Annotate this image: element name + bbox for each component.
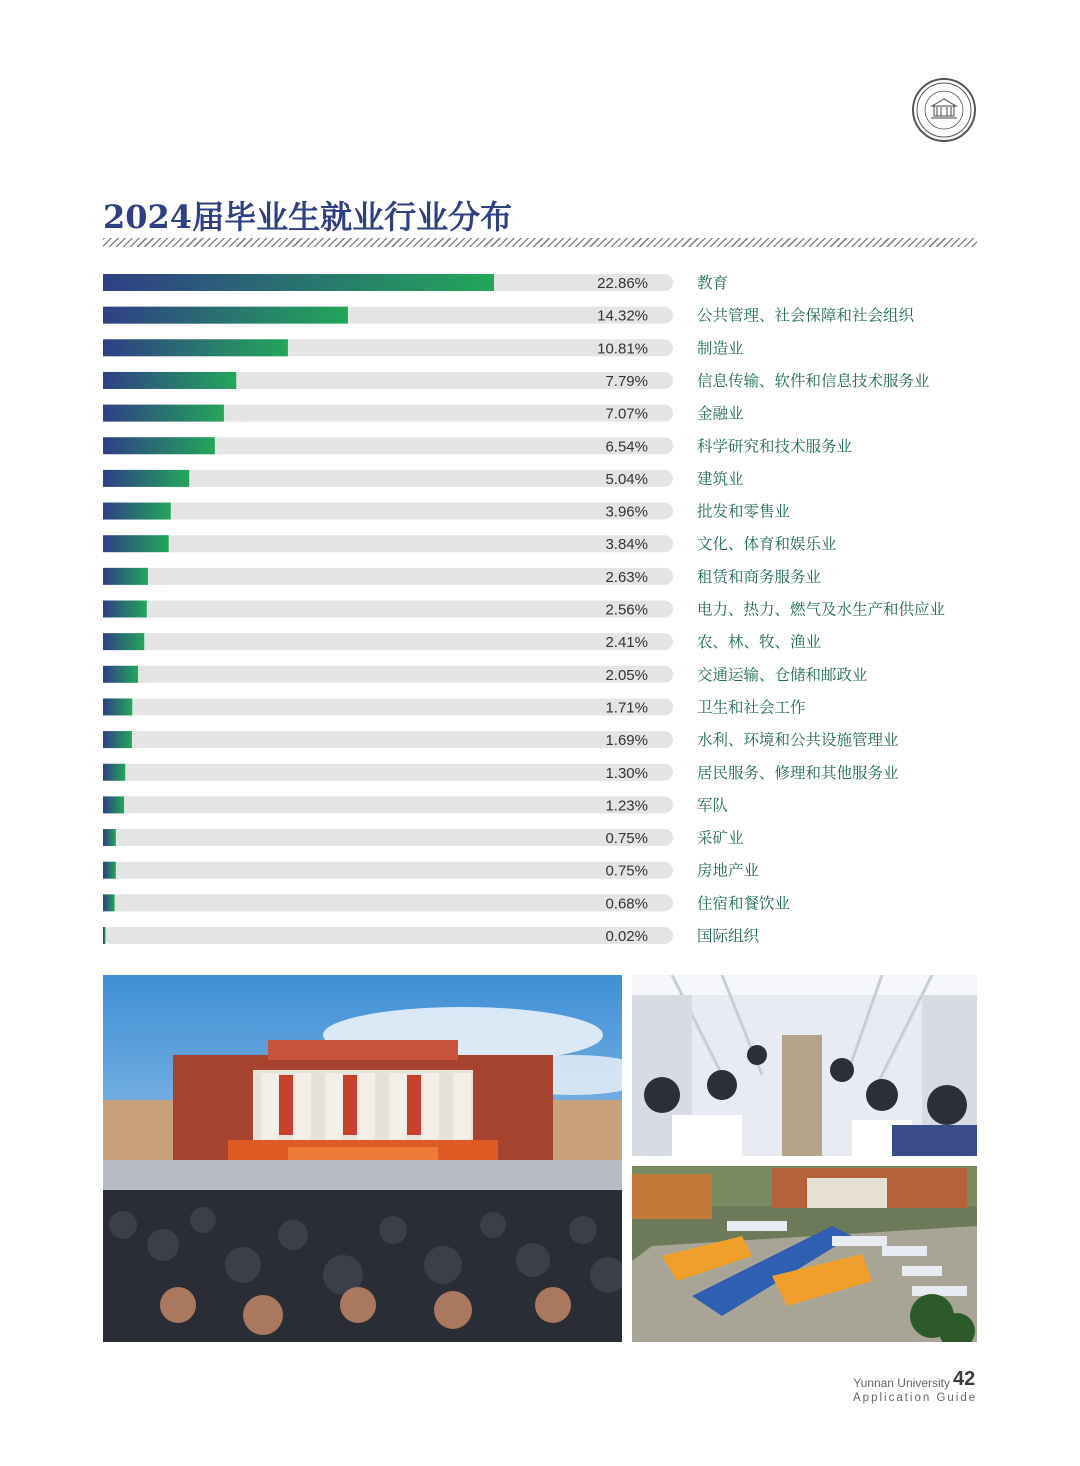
bar-value-label: 0.75% bbox=[605, 862, 648, 880]
category-label: 制造业 bbox=[697, 339, 744, 358]
bar-track bbox=[103, 633, 673, 650]
bar-track bbox=[103, 862, 673, 879]
bar-track bbox=[103, 698, 673, 715]
bar-track bbox=[103, 894, 673, 911]
bar-value-label: 1.71% bbox=[605, 699, 648, 717]
category-label: 水利、环境和公共设施管理业 bbox=[697, 731, 899, 750]
job-fair-aerial-photo bbox=[632, 1166, 977, 1342]
footer-university: Yunnan University bbox=[853, 1376, 950, 1390]
category-label: 房地产业 bbox=[697, 861, 760, 880]
job-fair-booths-photo bbox=[632, 975, 977, 1156]
category-label: 卫生和社会工作 bbox=[697, 698, 806, 717]
bar-4 bbox=[103, 372, 236, 389]
category-label: 居民服务、修理和其他服务业 bbox=[697, 763, 899, 782]
category-label: 文化、体育和娱乐业 bbox=[697, 535, 837, 554]
bar-value-label: 0.02% bbox=[605, 928, 648, 945]
bar-track bbox=[103, 601, 673, 618]
category-label: 信息传输、软件和信息技术服务业 bbox=[697, 371, 930, 390]
bar-value-label: 7.07% bbox=[605, 405, 648, 423]
bar-value-label: 22.86% bbox=[597, 275, 648, 292]
bar-14 bbox=[103, 698, 132, 715]
bar-9 bbox=[103, 535, 169, 552]
bar-12 bbox=[103, 633, 144, 650]
category-label: 采矿业 bbox=[697, 829, 744, 848]
category-label: 公共管理、社会保障和社会组织 bbox=[697, 306, 915, 325]
category-label: 交通运输、仓储和邮政业 bbox=[697, 665, 868, 684]
page-number: 42 bbox=[953, 1368, 976, 1390]
bar-2 bbox=[103, 307, 348, 324]
bar-7 bbox=[103, 470, 189, 487]
bar-10 bbox=[103, 568, 148, 585]
bar-20 bbox=[103, 894, 115, 911]
bar-16 bbox=[103, 764, 125, 781]
category-label: 教育 bbox=[697, 274, 729, 292]
bar-value-label: 1.30% bbox=[605, 764, 648, 782]
bar-6 bbox=[103, 437, 215, 454]
bar-17 bbox=[103, 796, 124, 813]
bar-track bbox=[103, 503, 673, 520]
category-label: 电力、热力、燃气及水生产和供应业 bbox=[697, 600, 946, 619]
bar-track bbox=[103, 796, 673, 813]
category-label: 建筑业 bbox=[697, 469, 744, 488]
bar-track bbox=[103, 535, 673, 552]
bar-value-label: 0.75% bbox=[605, 830, 648, 848]
bar-value-label: 14.32% bbox=[597, 307, 648, 325]
bar-21 bbox=[103, 927, 106, 944]
job-fair-main-hall-photo bbox=[103, 975, 622, 1342]
bar-value-label: 2.63% bbox=[605, 568, 648, 586]
bar-11 bbox=[103, 601, 147, 618]
page-title: 2024届毕业生就业行业分布 bbox=[103, 198, 513, 236]
bar-13 bbox=[103, 666, 138, 683]
bar-track bbox=[103, 829, 673, 846]
bar-value-label: 2.56% bbox=[605, 601, 648, 619]
bar-track bbox=[103, 764, 673, 781]
bar-track bbox=[103, 731, 673, 748]
bar-8 bbox=[103, 503, 171, 520]
category-label: 科学研究和技术服务业 bbox=[697, 437, 853, 456]
bar-value-label: 3.96% bbox=[605, 503, 648, 521]
bar-value-label: 7.79% bbox=[605, 372, 648, 390]
category-label: 国际组织 bbox=[697, 927, 760, 945]
bar-19 bbox=[103, 862, 116, 879]
bar-value-label: 6.54% bbox=[605, 438, 648, 456]
bar-value-label: 10.81% bbox=[597, 340, 648, 358]
bar-track bbox=[103, 568, 673, 585]
bar-value-label: 5.04% bbox=[605, 470, 648, 488]
bar-1 bbox=[103, 274, 494, 291]
bar-3 bbox=[103, 339, 288, 356]
bar-5 bbox=[103, 405, 224, 422]
bar-value-label: 2.41% bbox=[605, 634, 648, 652]
category-label: 农、林、牧、渔业 bbox=[697, 633, 822, 652]
category-label: 军队 bbox=[697, 796, 729, 815]
category-label: 金融业 bbox=[697, 404, 744, 423]
footer-guide: Application Guide bbox=[853, 1392, 978, 1404]
bar-value-label: 1.69% bbox=[605, 732, 648, 750]
category-label: 租赁和商务服务业 bbox=[697, 567, 822, 586]
bar-value-label: 3.84% bbox=[605, 536, 648, 554]
bar-track bbox=[103, 666, 673, 683]
bar-track bbox=[103, 927, 673, 944]
bar-value-label: 1.23% bbox=[605, 797, 648, 815]
category-label: 住宿和餐饮业 bbox=[697, 894, 791, 913]
category-label: 批发和零售业 bbox=[697, 502, 791, 521]
bar-18 bbox=[103, 829, 116, 846]
bar-15 bbox=[103, 731, 132, 748]
bar-value-label: 2.05% bbox=[605, 666, 648, 684]
bar-value-label: 0.68% bbox=[605, 895, 648, 913]
